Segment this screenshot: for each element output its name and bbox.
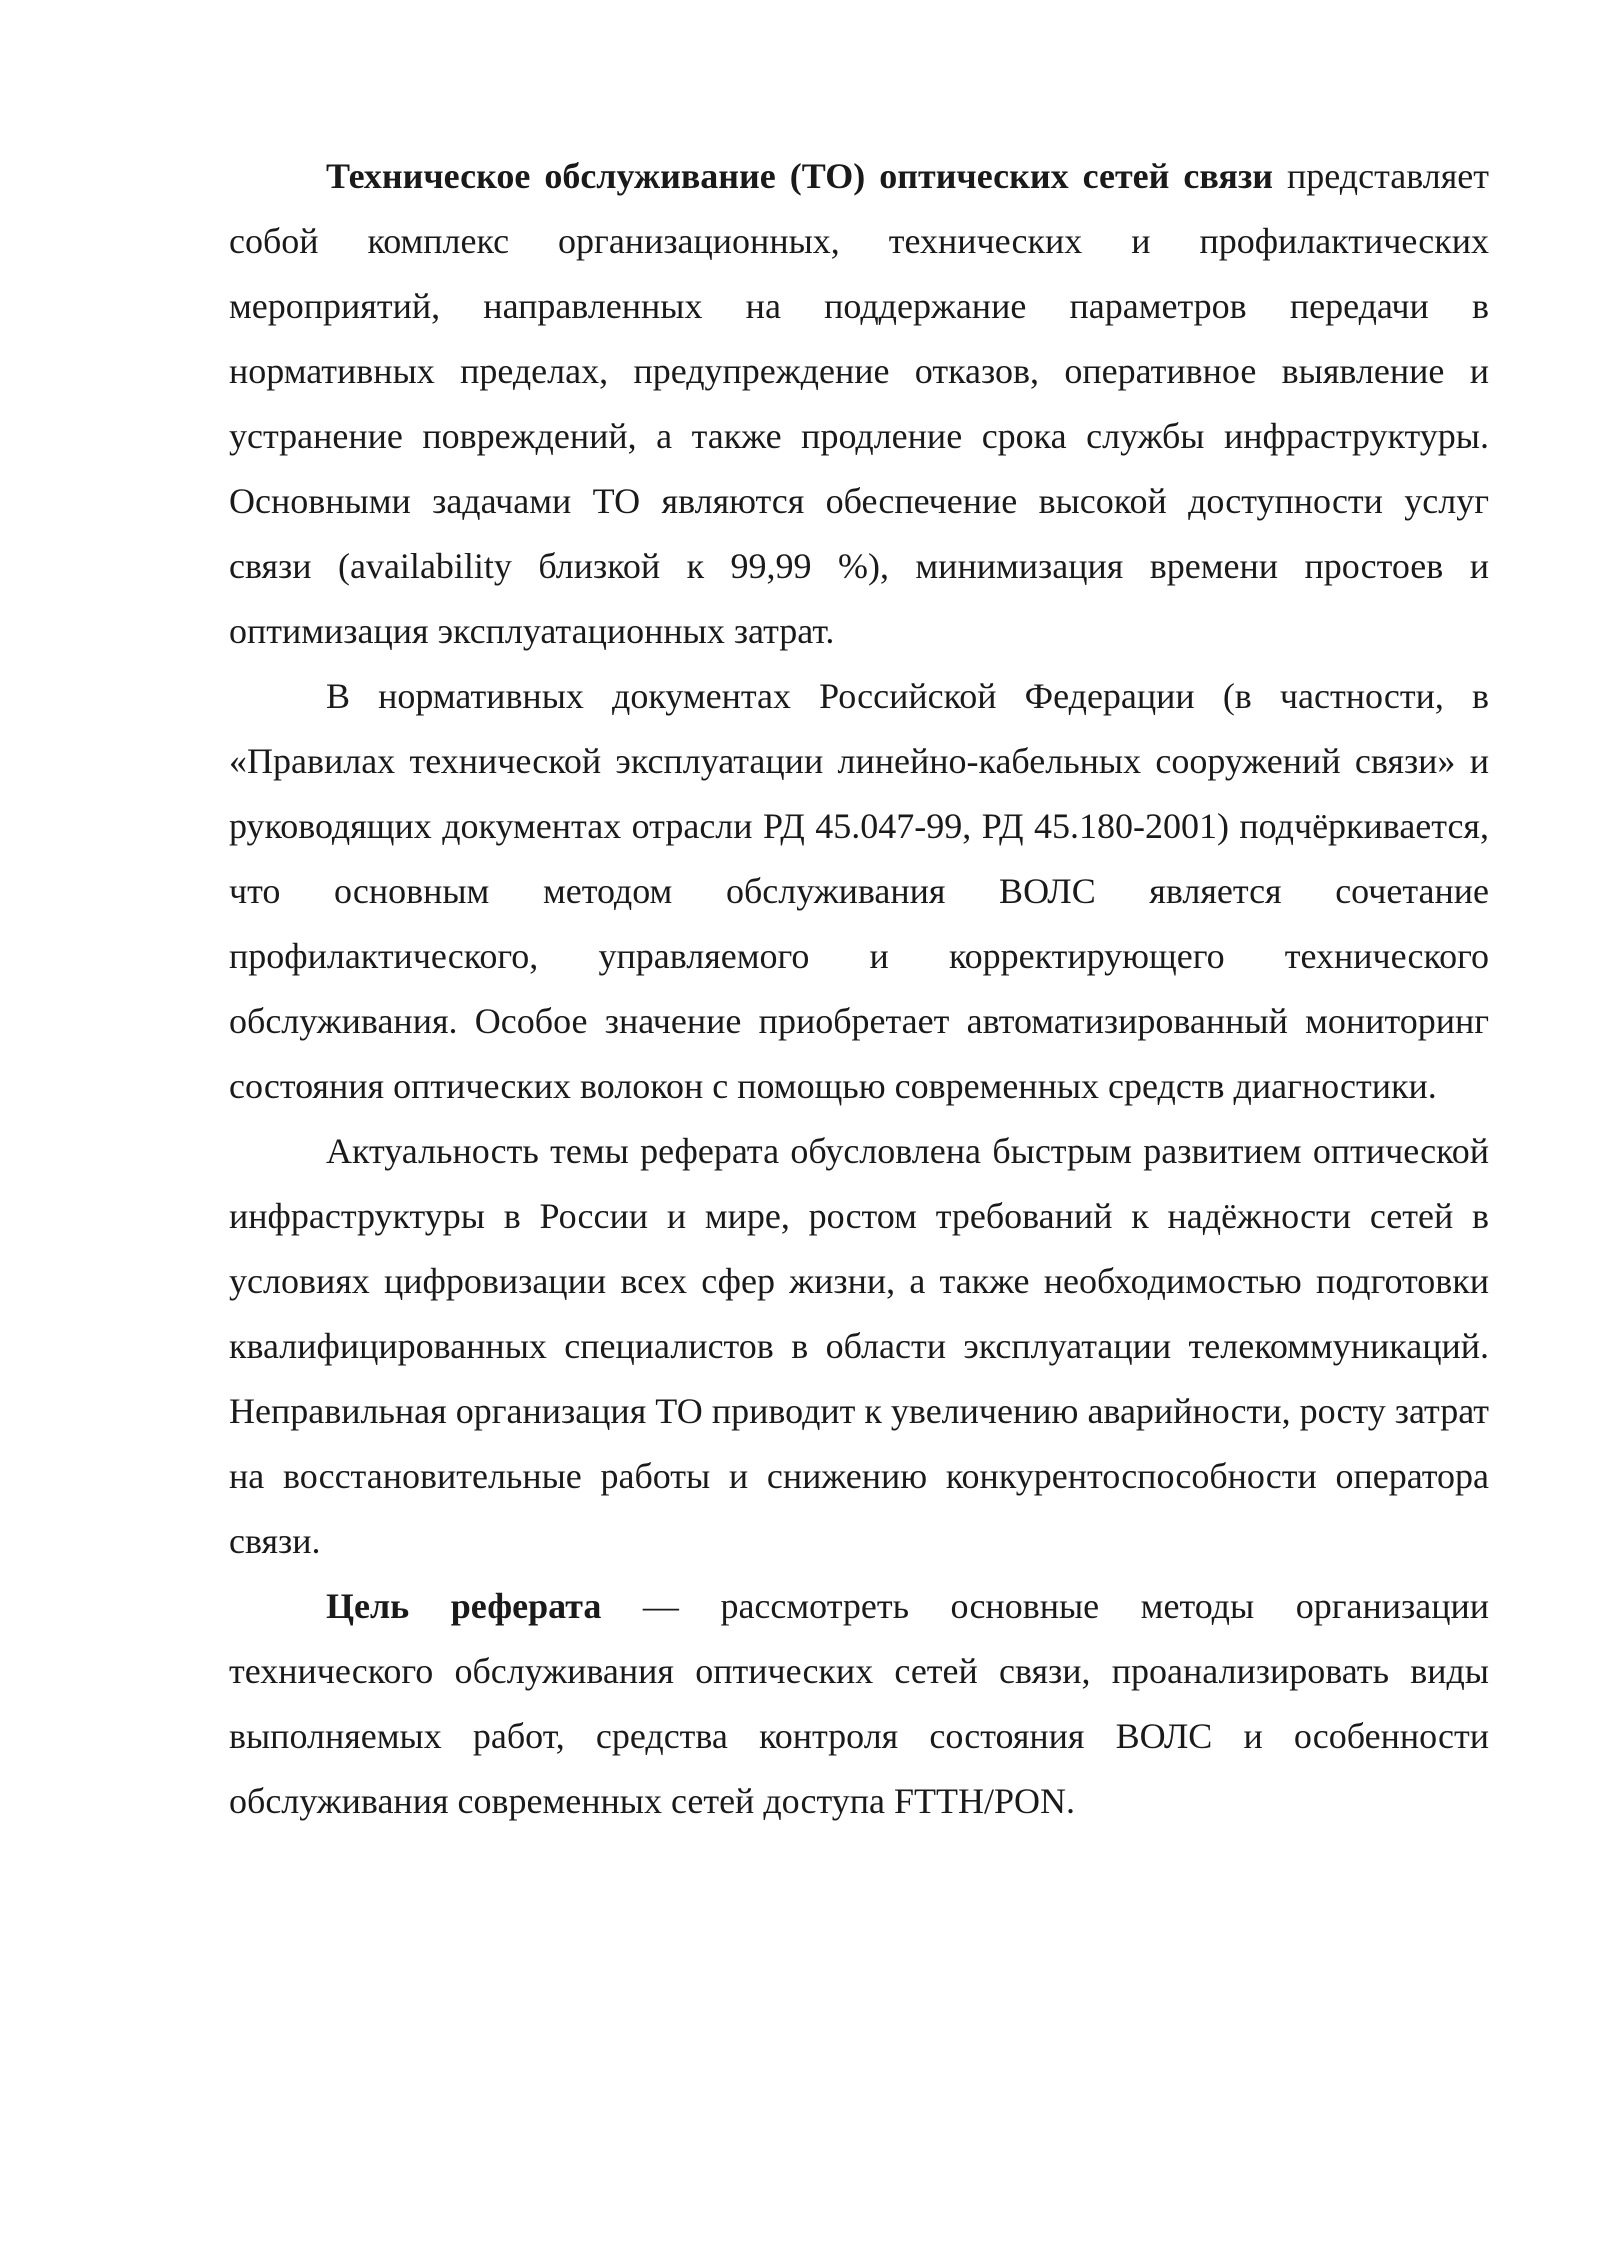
paragraph-relevance bbox=[229, 1119, 1489, 1574]
paragraph-goal bbox=[229, 1574, 1489, 1834]
intro-text: представляет собой комплекс организационных, технических и профилактических мероприятий, направленных на поддержание параметров передачи в нормативных пределах, предупреждение отказов, оперативное выявление и устранение повреждений, а также продление срока службы инфраструктуры. Основными задачами ТО являются обеспечение высокой доступности услуг связи (availability близкой к 99,99 %), минимизация времени простоев и оптимизация эксплуатационных затрат. bbox=[229, 156, 1489, 651]
goal-lead-term: Цель реферата bbox=[326, 1586, 602, 1626]
paragraph-intro bbox=[229, 144, 1489, 664]
intro-lead-term: Техническое обслуживание (ТО) оптических сетей связи bbox=[326, 156, 1274, 196]
document-body bbox=[229, 144, 1489, 1834]
goal-text: — рассмотреть основные методы организации технического обслуживания оптических сетей связи, проанализировать виды выполняемых работ, средства контроля состояния ВОЛС и особенности обслуживания современных сетей доступа FTTH/PON. bbox=[229, 1586, 1489, 1821]
regulations-text: В нормативных документах Российской Федерации (в частности, в «Правилах технической эксплуатации линейно-кабельных сооружений связи» и руководящих документах отрасли РД 45.047-99, РД 45.180-2001) подчёркивается, что основным методом обслуживания ВОЛС является сочетание профилактического, управляемого и корректирующего технического обслуживания. Особое значение приобретает автоматизированный мониторинг состояния оптических волокон с помощью современных средств диагностики. bbox=[229, 676, 1489, 1106]
relevance-text: Актуальность темы реферата обусловлена быстрым развитием оптической инфраструктуры в России и мире, ростом требований к надёжности сетей в условиях цифровизации всех сфер жизни, а также необходимостью подготовки квалифицированных специалистов в области эксплуатации телекоммуникаций. Неправильная организация ТО приводит к увеличению аварийности, росту затрат на восстановительные работы и снижению конкурентоспособности оператора связи. bbox=[229, 1131, 1489, 1561]
paragraph-regulations bbox=[229, 664, 1489, 1119]
